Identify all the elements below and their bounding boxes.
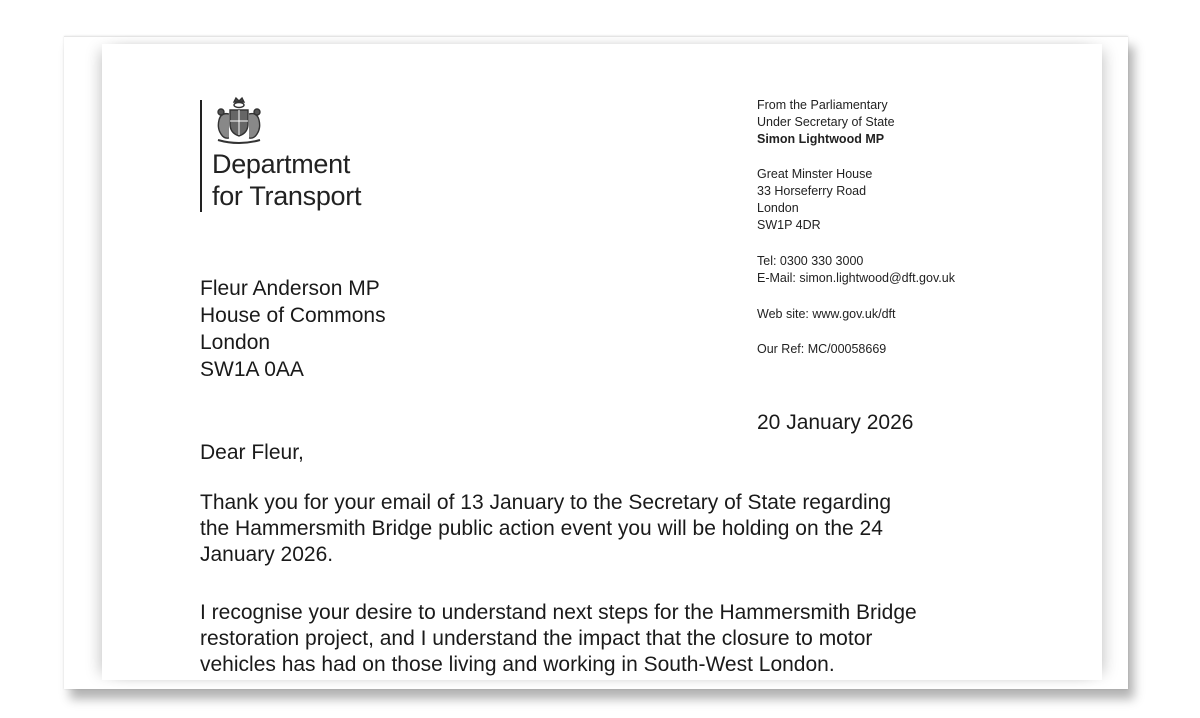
sender-website-text: Web site: www.gov.uk/dft [757, 307, 896, 321]
sender-email: E-Mail: simon.lightwood@dft.gov.uk [757, 271, 955, 285]
body-paragraph-2 [200, 600, 1030, 678]
our-reference-text: Our Ref: MC/00058669 [757, 342, 887, 356]
salutation: Dear Fleur, [200, 441, 304, 464]
paragraph-line: I recognise your desire to understand next steps for the Hammersmith Bridge [200, 601, 917, 624]
recipient-address [200, 275, 386, 383]
logo-line-1: Department [212, 149, 351, 179]
sender-address-line: SW1P 4DR [757, 218, 821, 232]
recipient-line: Fleur Anderson MP [200, 277, 380, 300]
sender-title-line-2: Under Secretary of State [757, 115, 895, 129]
paragraph-line: Thank you for your email of 13 January to the Secretary of State regarding [200, 491, 892, 514]
letter-page [102, 44, 1102, 680]
sender-address [757, 166, 872, 234]
paragraph-line: restoration project, and I understand the impact that the closure to motor [200, 627, 873, 650]
royal-crest-icon [212, 96, 266, 144]
dft-logo-text [212, 148, 361, 212]
sender-address-line: Great Minster House [757, 167, 873, 181]
sender-name: Simon Lightwood MP [757, 132, 885, 146]
recipient-line: London [200, 331, 271, 354]
sender-header [757, 97, 895, 148]
sender-contact [757, 253, 955, 287]
letter-date: 20 January 2026 [757, 411, 914, 434]
our-reference [757, 341, 886, 358]
recipient-line: House of Commons [200, 304, 386, 327]
sender-address-line: London [757, 201, 799, 215]
recipient-line: SW1A 0AA [200, 358, 304, 381]
dft-logo [200, 96, 440, 216]
paragraph-line: vehicles has had on those living and working in South-West London. [200, 653, 835, 676]
logo-divider [200, 100, 202, 212]
paragraph-line: January 2026. [200, 543, 334, 566]
sender-website [757, 306, 895, 323]
sender-tel: Tel: 0300 330 3000 [757, 254, 864, 268]
sender-title-line-1: From the Parliamentary [757, 98, 888, 112]
sender-address-line: 33 Horseferry Road [757, 184, 867, 198]
paragraph-line: the Hammersmith Bridge public action event you will be holding on the 24 [200, 517, 883, 540]
body-paragraph-1 [200, 490, 1030, 568]
logo-line-2: for Transport [212, 181, 362, 211]
